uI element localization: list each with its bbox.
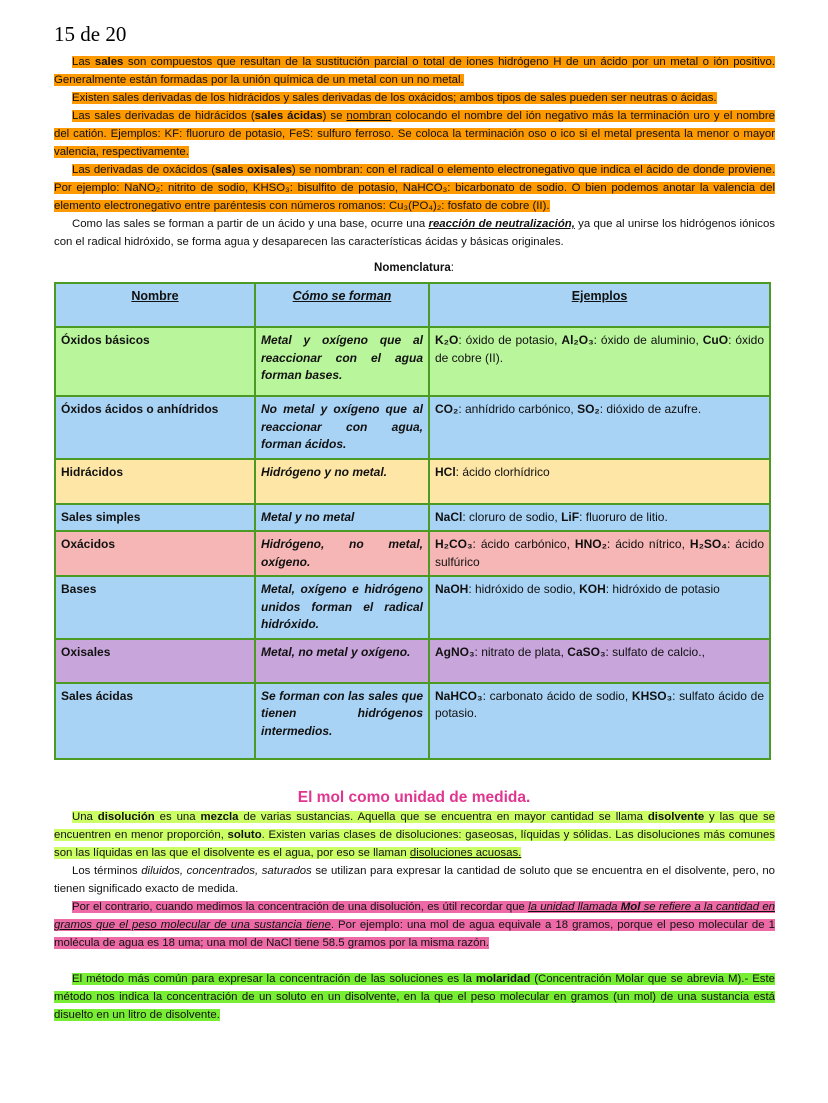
intro-section [54, 53, 775, 251]
intro-paragraph-hidracidos [54, 107, 775, 161]
row-how: No metal y oxígeno que al reaccionar con agua, forman ácidos. [255, 396, 429, 459]
formula: NaCl [435, 509, 463, 524]
table-caption [0, 262, 828, 274]
formula: CO₂ [435, 402, 459, 416]
table-row [55, 327, 770, 396]
term-diluidos: diluidos, concentrados, saturados [141, 865, 312, 877]
text-run: es una [154, 811, 201, 823]
text-run: son compuestos que resultan de la sustitución parcial o total de iones hidrógeno H de un ácido por un metal o ión positivo. Generalmente están formadas por la unión química de un metal con un no metal. [54, 56, 776, 86]
text-run: se utilizan para expresar la cantidad de soluto que se encuentra en el disolvente, pero, no tienen significado exacto de medida. [54, 865, 776, 895]
row-examples [429, 683, 770, 759]
text-run: Las [72, 56, 95, 68]
table-row [55, 639, 770, 683]
example-text: : sulfato de calcio., [605, 644, 705, 659]
text-run: El método más común para expresar la concentración de las soluciones es la [72, 973, 476, 985]
formula: K₂O [435, 333, 459, 347]
row-examples [429, 459, 770, 504]
nomenclature-table [54, 282, 771, 760]
term-sales: sales [94, 56, 124, 68]
text-run: Las derivadas de oxácidos ( [72, 164, 215, 176]
row-examples [429, 576, 770, 639]
example-text: : óxido de potasio, [458, 333, 562, 347]
text-run: Como las sales se forman a partir de un ácido y una base, ocurre una [72, 218, 429, 230]
mol-paragraph-disolucion [54, 808, 775, 862]
row-how: Hidrógeno y no metal. [255, 459, 429, 504]
text-run: se refiere a la cantidad en gramos que el peso molecular de una sustancia tiene [54, 901, 775, 931]
table-row [55, 576, 770, 639]
intro-paragraph-sales [54, 53, 775, 89]
formula: LiF [561, 509, 580, 524]
formula: NaOH [435, 582, 469, 596]
page-number: 15 de 20 [54, 22, 127, 46]
term-sales-acidas: sales ácidas [254, 110, 323, 122]
text-run: la unidad llamada [528, 901, 621, 913]
intro-paragraph-derived [54, 89, 775, 107]
example-text: : carbonato ácido de sodio, [482, 688, 632, 703]
example-text: : fluoruro de litio. [579, 509, 668, 524]
mol-paragraph-molaridad [54, 970, 775, 1024]
text-run: Una [72, 811, 98, 823]
example-text: : dióxido de azufre. [599, 402, 702, 416]
mol-section [54, 808, 775, 1024]
example-text: : óxido de aluminio, [593, 333, 703, 347]
text-run: Existen sales derivadas de los hidrácidos y sales derivadas de los oxácidos; ambos tipos de sales pueden ser neutras o ácidas. [72, 92, 717, 104]
formula: Al₂O₃ [561, 333, 594, 347]
text-run: ) se [322, 110, 347, 122]
intro-paragraph-oxacidos [54, 161, 775, 215]
row-examples [429, 639, 770, 683]
example-text: : cloruro de sodio, [462, 509, 562, 524]
section-title-mol: El mol como unidad de medida. [297, 789, 531, 806]
example-text: : hidróxido de sodio, [468, 582, 580, 596]
row-examples [429, 504, 770, 532]
text-run: ya que al unirse los hidrógenos iónicos con el radical hidróxido, se forma agua y desaparecen las características ácidas y básicas originales. [54, 218, 775, 248]
example-text: : anhídrido carbónico, [458, 402, 578, 416]
mol-paragraph-unidad-mol [54, 898, 775, 952]
intro-paragraph-neutralizacion [54, 215, 775, 251]
formula: HCl [435, 464, 456, 479]
caption-text: Nomenclatura [374, 262, 451, 274]
text-run: de varias sustancias. Aquella que se encuentra en mayor cantidad se llama [238, 811, 648, 823]
table-row [55, 683, 770, 759]
mol-paragraph-terminos [54, 862, 775, 898]
row-name: Oxisales [55, 639, 255, 683]
text-run: colocando el nombre del ión negativo más la terminación uro y el nombre del catión. Ejemplos: KF: fluoruro de potasio, FeS: sulfuro ferroso. Se coloca la terminación oso o ico si el metal presenta la menor o mayor valencia, respectivamente. [54, 110, 775, 158]
row-name: Oxácidos [55, 531, 255, 576]
caption-colon: : [450, 262, 454, 274]
formula: SO₂ [577, 402, 600, 416]
text-run: Las sales derivadas de hidrácidos ( [72, 110, 255, 122]
table-row [55, 531, 770, 576]
row-name: Hidrácidos [55, 459, 255, 504]
example-text: : sulfato ácido de potasio. [435, 688, 764, 720]
term-sales-oxisales: sales oxisales [215, 164, 292, 176]
formula: NaHCO₃ [435, 688, 483, 703]
term-disolucion: disolución [97, 811, 155, 823]
example-text: : ácido sulfúrico [435, 537, 764, 569]
row-how: Se forman con las sales que tienen hidrógenos intermedios. [255, 683, 429, 759]
row-name: Bases [55, 576, 255, 639]
term-reaccion-neutralizacion: reacción de neutralización, [428, 218, 575, 230]
text-run: . Existen varias clases de disoluciones: gaseosas, líquidas y sólidas. Las disoluciones más comunes son las líquidas en las que el disolvente es el agua, por eso se llaman [54, 829, 775, 859]
text-run: . Por ejemplo: una mol de agua equivale a 18 gramos, porque el peso molecular de 1 molécula de agua es 18 uma; una mol de NaCl tiene 58.5 gramos por la misma razón. [54, 919, 775, 949]
row-name: Óxidos básicos [55, 327, 255, 396]
row-name: Sales simples [55, 504, 255, 532]
header-nombre: Nombre [55, 283, 255, 327]
term-molaridad: molaridad [475, 973, 531, 985]
row-how: Hidrógeno, no metal, oxígeno. [255, 531, 429, 576]
text-run: y las que se encuentren en menor proporción, [54, 811, 776, 841]
row-examples [429, 531, 770, 576]
header-ejemplos: Ejemplos [429, 283, 770, 327]
example-text: : ácido nítrico, [606, 537, 690, 551]
formula: KHSO₃ [631, 688, 673, 703]
formula: CaSO₃ [567, 644, 606, 659]
row-how: Metal, no metal y oxígeno. [255, 639, 429, 683]
example-text: : ácido carbónico, [472, 537, 575, 551]
term-mol: Mol [620, 901, 641, 913]
row-how: Metal, oxígeno e hidrógeno unidos forman el radical hidróxido. [255, 576, 429, 639]
row-how: Metal y oxígeno que al reaccionar con el agua forman bases. [255, 327, 429, 396]
text-run: (Concentración Molar que se abrevia M).- Este método nos indica la concentración de un soluto en un disolvente, en la que el peso molecular en gramos (un mol) de una sustancia está disuelto en un litro de disolvente. [54, 973, 775, 1021]
row-name: Sales ácidas [55, 683, 255, 759]
table-row [55, 504, 770, 532]
example-text: : hidróxido de potasio [605, 582, 720, 596]
formula: H₂SO₄ [689, 537, 727, 551]
formula: AgNO₃ [435, 644, 475, 659]
row-name: Óxidos ácidos o anhídridos [55, 396, 255, 459]
example-text: : nitrato de plata, [474, 644, 568, 659]
header-como-se-forman: Cómo se forman [255, 283, 429, 327]
formula: HNO₂ [574, 537, 607, 551]
text-run: Por el contrario, cuando medimos la concentración de una disolución, es útil recordar que [72, 901, 529, 913]
term-nombran: nombran [346, 110, 392, 122]
row-examples [429, 327, 770, 396]
table-row [55, 459, 770, 504]
row-how: Metal y no metal [255, 504, 429, 532]
table-row [55, 396, 770, 459]
term-mezcla: mezcla [200, 811, 239, 823]
formula: KOH [579, 582, 606, 596]
text-run: Los términos [72, 865, 142, 877]
formula: H₂CO₃ [435, 537, 473, 551]
formula: CuO [702, 333, 729, 347]
example-text: : ácido clorhídrico [455, 464, 550, 479]
term-disoluciones-acuosas: disoluciones acuosas. [409, 847, 522, 859]
example-text: : óxido de cobre (II). [435, 333, 765, 365]
row-examples [429, 396, 770, 459]
text-run: ) se nombran: con el radical o elemento electronegativo que indica el ácido de donde proviene. Por ejemplo: NaNO₂: nitrito de sodio, KHSO₃: bisulfito de potasio, NaHCO₃: bicarbonato de sodio. O bien podemos anotar la valencia del elemento electronegativo entre paréntesis con números romanos: Cu₃(PO₄)₂: fosfato de cobre (II). [54, 164, 775, 212]
term-soluto: soluto [227, 829, 262, 841]
term-disolvente: disolvente [647, 811, 705, 823]
table-header-row [55, 283, 770, 327]
